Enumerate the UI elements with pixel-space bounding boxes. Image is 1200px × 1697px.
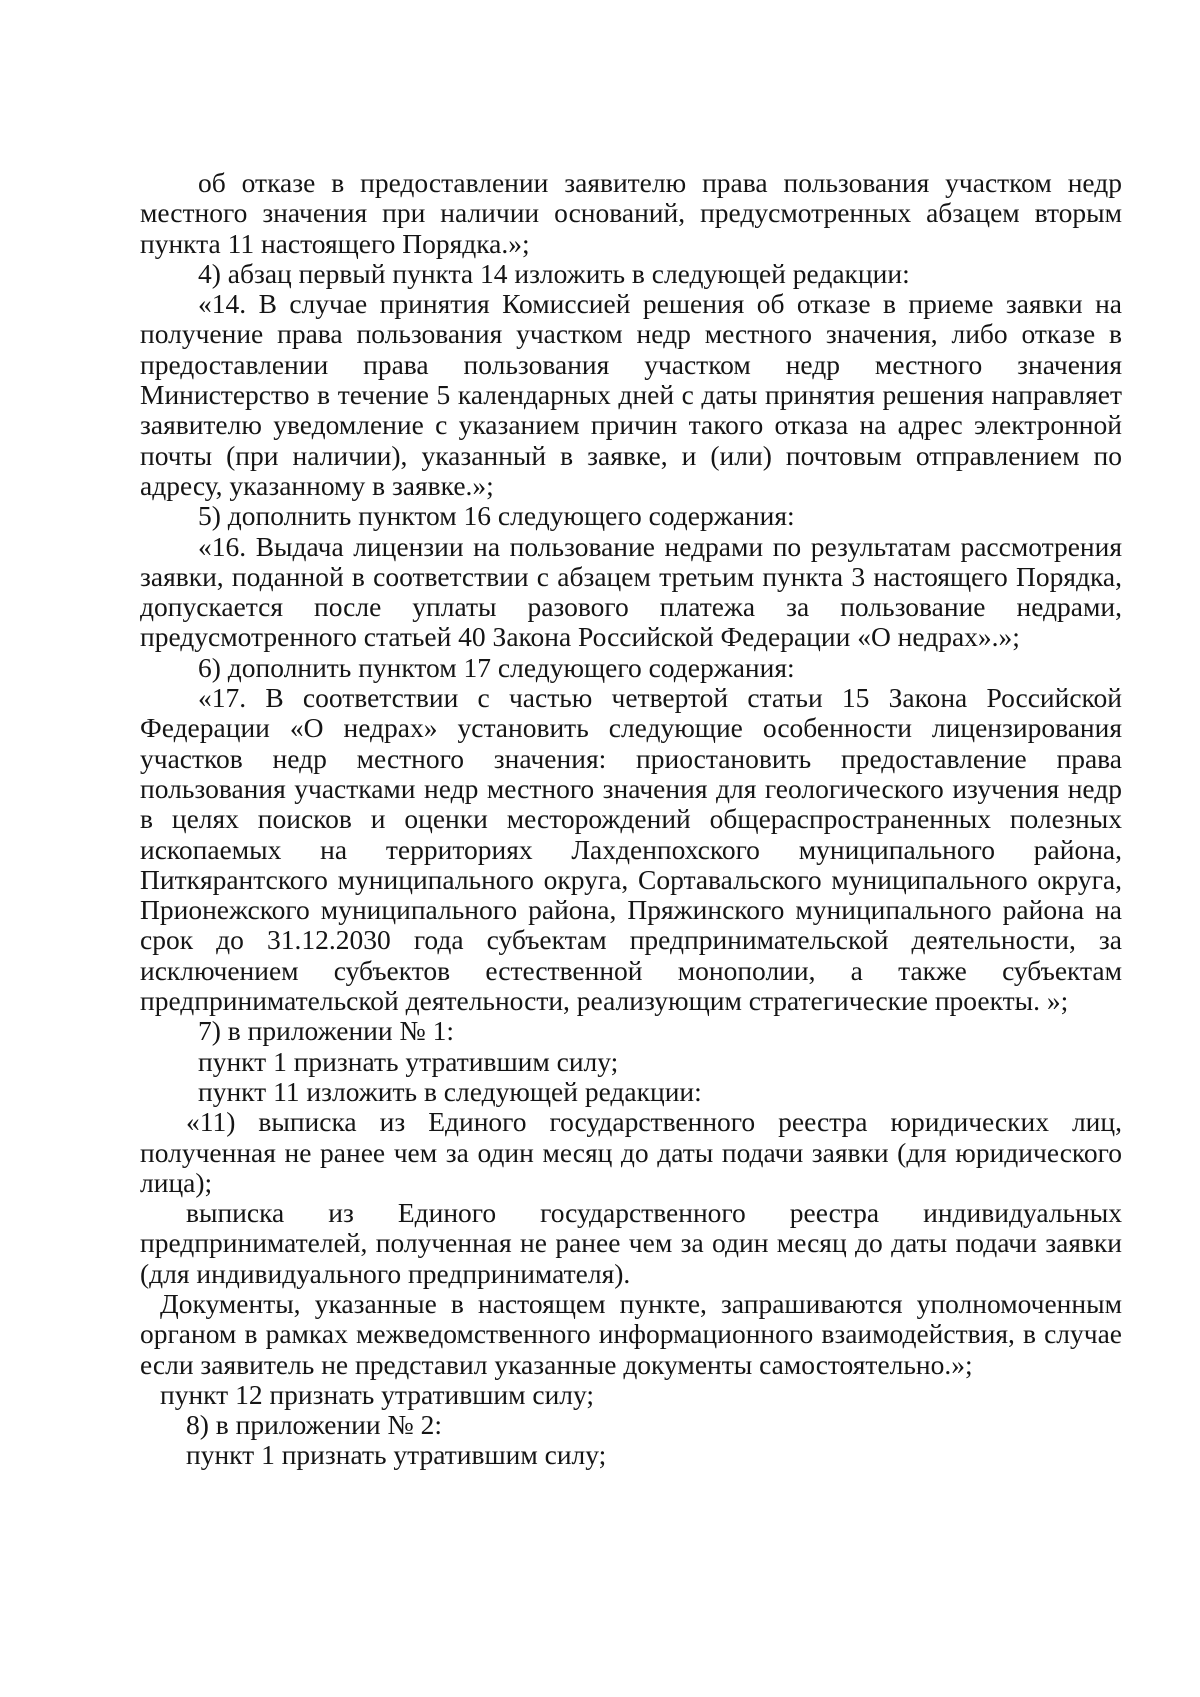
paragraph-item-5: 5) дополнить пунктом 16 следующего содержания:: [198, 500, 795, 532]
paragraph-appendix1-point-12: пункт 12 признать утратившим силу;: [160, 1378, 595, 1410]
paragraph-item-6: 6) дополнить пунктом 17 следующего содержания:: [198, 651, 795, 683]
paragraph-point-17: «17. В соответствии с частью четвертой статьи 15 Закона Российской Федерации «О недрах» установить следующие особенности лицензирования участков недр местного значения: приостановить предоставление права пользования участками недр местного значения для геологического изучения недр в целях поисков и оценки месторождений общераспространенных полезных ископаемых на территориях Лахденпохского муниципального района, Питкярантского муниципального округа, Сортавальского муниципального округа, Прионежского муниципального района, Пряжинского муниципального района на срок до 31.12.2030 года субъектам предпринимательской деятельности, за исключением субъектов естественной монополии, а также субъектам предпринимательской деятельности, реализующим стратегические проекты. »;: [140, 682, 1122, 1017]
paragraph-appendix1-point-11: пункт 11 изложить в следующей редакции:: [198, 1075, 702, 1107]
paragraph-refusal-continuation: об отказе в предоставлении заявителю права пользования участком недр местного значения при наличии оснований, предусмотренных абзацем вторым пункта 11 настоящего Порядка.»;: [140, 167, 1122, 259]
paragraph-point-14: «14. В случае принятия Комиссией решения об отказе в приеме заявки на получение права пользования участком недр местного значения, либо отказе в предоставлении права пользования участком недр местного значения Министерство в течение 5 календарных дней с даты принятия решения направляет заявителю уведомление с указанием причин такого отказа на адрес электронной почты (при наличии), указанный в заявке, и (или) почтовым отправлением по адресу, указанному в заявке.»;: [140, 288, 1122, 501]
paragraph-point-16: «16. Выдача лицензии на пользование недрами по результатам рассмотрения заявки, поданной в соответствии с абзацем третьим пункта 3 настоящего Порядка, допускается после уплаты разового платежа за пользование недрами, предусмотренного статьей 40 Закона Российской Федерации «О недрах».»;: [140, 530, 1122, 653]
paragraph-item-8: 8) в приложении № 2:: [186, 1409, 442, 1441]
paragraph-appendix1-point-1: пункт 1 признать утратившим силу;: [198, 1045, 619, 1077]
paragraph-documents-requested: Документы, указанные в настоящем пункте, запрашиваются уполномоченным органом в рамках межведомственного информационного взаимодействия, в случае если заявитель не представил указанные документы самостоятельно.»;: [140, 1287, 1122, 1380]
paragraph-appendix2-point-1: пункт 1 признать утратившим силу;: [186, 1439, 607, 1471]
paragraph-extract-entrepreneurs: выписка из Единого государственного реестра индивидуальных предпринимателей, полученная не ранее чем за один месяц до даты подачи заявки (для индивидуального предпринимателя).: [140, 1197, 1122, 1289]
document-body: [140, 168, 1122, 1471]
paragraph-extract-legal-entities: «11) выписка из Единого государственного реестра юридических лиц, полученная не ранее чем за один месяц до даты подачи заявки (для юридического лица);: [140, 1106, 1122, 1198]
paragraph-item-4: 4) абзац первый пункта 14 изложить в следующей редакции:: [198, 257, 910, 289]
paragraph-item-7: 7) в приложении № 1:: [198, 1015, 454, 1047]
